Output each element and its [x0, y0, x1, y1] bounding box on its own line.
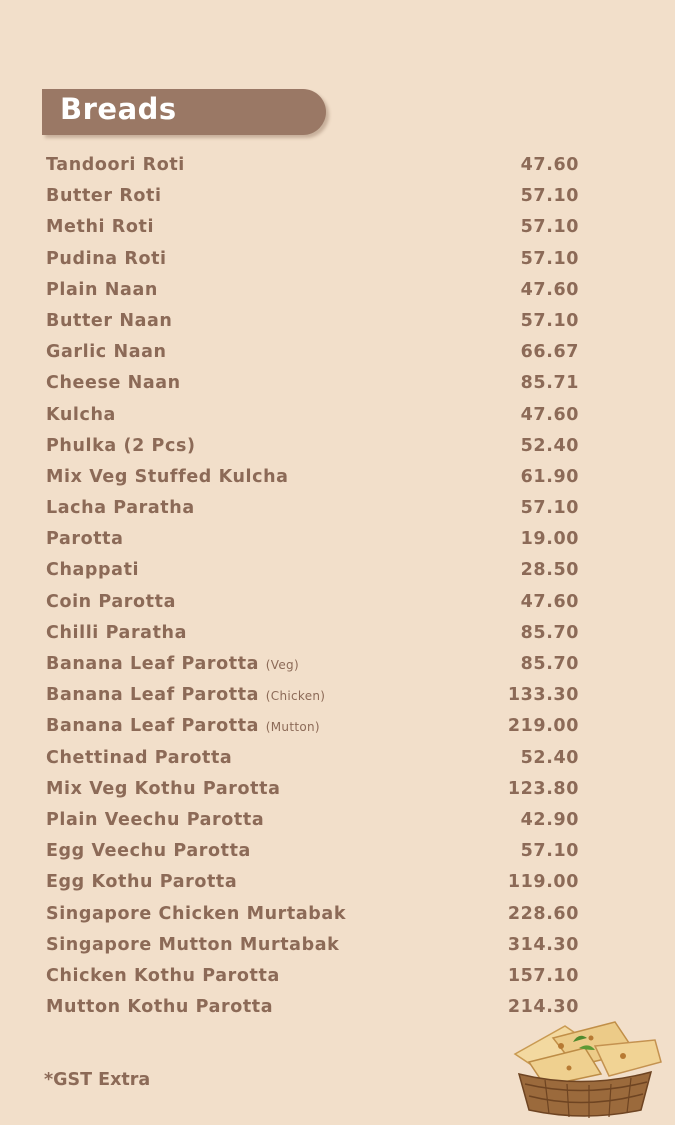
- menu-item-name: [46, 716, 320, 736]
- menu-item-label: Butter Roti: [46, 186, 162, 207]
- menu-item-name: [46, 529, 124, 549]
- menu-item-price: 314.30: [507, 934, 579, 955]
- menu-item-label: Plain Naan: [46, 279, 158, 300]
- menu-item-name: [46, 810, 264, 830]
- menu-item-price: 28.50: [520, 560, 579, 581]
- menu-item-price: 57.10: [520, 841, 579, 862]
- menu-item-label: Garlic Naan: [46, 342, 167, 363]
- menu-item-price: 52.40: [520, 747, 579, 768]
- menu-item-name: [46, 872, 237, 892]
- menu-item-name: [46, 405, 116, 425]
- menu-item: [46, 495, 579, 526]
- menu-item-name: [46, 592, 176, 612]
- menu-item: [46, 807, 579, 838]
- menu-item-name: [46, 560, 139, 580]
- menu-item: [46, 526, 579, 557]
- menu-item-name: [46, 779, 280, 799]
- menu-item: [46, 370, 579, 401]
- menu-item-name: [46, 654, 299, 674]
- menu-item: [46, 277, 579, 308]
- menu-item-price: 47.60: [520, 404, 579, 425]
- menu-item-variant: (Chicken): [265, 689, 326, 704]
- menu-item-price: 61.90: [520, 466, 579, 487]
- menu-item-label: Kulcha: [46, 404, 116, 425]
- menu-item-price: 42.90: [520, 809, 579, 830]
- menu-item-price: 57.10: [520, 248, 579, 269]
- menu-item: [46, 557, 579, 588]
- menu-item-price: 228.60: [507, 903, 579, 924]
- menu-item: [46, 745, 579, 776]
- menu-item-price: 85.70: [520, 622, 579, 643]
- menu-item-label: Butter Naan: [46, 310, 173, 331]
- menu-item: [46, 308, 579, 339]
- menu-item: [46, 246, 579, 277]
- menu-item-price: 85.70: [520, 654, 579, 674]
- menu-item: [46, 620, 579, 651]
- menu-item: [46, 901, 579, 932]
- menu-item: [46, 589, 579, 620]
- menu-item-label: Plain Veechu Parotta: [46, 809, 265, 830]
- menu-item-price: 57.10: [520, 310, 579, 331]
- menu-item-price: 57.10: [520, 186, 579, 207]
- menu-item: [46, 402, 579, 433]
- menu-item-label: Banana Leaf Parotta: [46, 716, 260, 737]
- menu-item-label: Phulka (2 Pcs): [46, 435, 196, 456]
- menu-item-label: Cheese Naan: [46, 373, 181, 394]
- menu-item-variant: (Veg): [265, 658, 299, 672]
- menu-item-name: [46, 467, 289, 487]
- menu-item-label: Egg Kothu Parotta: [46, 872, 238, 893]
- menu-item-price: 57.10: [520, 217, 579, 238]
- menu-item-name: [46, 904, 346, 924]
- menu-item-variant: (Mutton): [265, 720, 320, 735]
- gst-note: *GST Extra: [44, 1070, 151, 1090]
- menu-item-name: [46, 342, 167, 362]
- menu-item-name: [46, 748, 232, 768]
- menu-item-price: 47.60: [520, 279, 579, 300]
- menu-item: [46, 963, 579, 994]
- menu-item-price: 157.10: [507, 965, 579, 986]
- menu-item-name: [46, 498, 195, 518]
- menu-item-name: [46, 436, 196, 456]
- menu-item: [46, 994, 579, 1025]
- menu-item-price: 66.67: [520, 342, 579, 363]
- menu-item: [46, 214, 579, 245]
- menu-list: [46, 152, 579, 1025]
- menu-item-name: [46, 155, 185, 175]
- menu-item-name: [46, 311, 172, 331]
- menu-item-label: Lacha Paratha: [46, 498, 195, 519]
- menu-item-name: [46, 966, 280, 986]
- menu-item-name: [46, 186, 162, 206]
- menu-item-label: Banana Leaf Parotta: [46, 685, 260, 706]
- menu-item-name: [46, 373, 181, 393]
- menu-item: [46, 838, 579, 869]
- section-title: Breads: [60, 92, 177, 126]
- menu-item-name: [46, 217, 154, 237]
- menu-item-price: 214.30: [507, 997, 579, 1018]
- menu-item-label: Mix Veg Kothu Parotta: [46, 778, 281, 799]
- menu-item: [46, 651, 579, 682]
- menu-item-name: [46, 623, 187, 643]
- menu-item-price: 219.00: [507, 716, 579, 737]
- menu-item-label: Chilli Paratha: [46, 622, 188, 643]
- menu-item-price: 85.71: [520, 373, 579, 394]
- menu-item-label: Parotta: [46, 529, 124, 550]
- section-header: [42, 89, 326, 135]
- menu-item-name: [46, 935, 339, 955]
- menu-item-label: Singapore Mutton Murtabak: [46, 934, 340, 955]
- menu-item-label: Tandoori Roti: [46, 155, 185, 175]
- menu-item: [46, 869, 579, 900]
- menu-item-price: 133.30: [507, 685, 579, 706]
- menu-item-price: 19.00: [520, 529, 579, 550]
- menu-item-name: [46, 997, 273, 1017]
- menu-item: [46, 433, 579, 464]
- menu-item-price: 123.80: [507, 778, 579, 799]
- menu-item-label: Pudina Roti: [46, 248, 167, 269]
- menu-item-price: 52.40: [520, 435, 579, 456]
- menu-item: [46, 713, 579, 744]
- menu-item-name: [46, 249, 167, 269]
- menu-item-label: Banana Leaf Parotta: [46, 654, 260, 674]
- menu-item-label: Egg Veechu Parotta: [46, 841, 251, 862]
- menu-item-label: Methi Roti: [46, 217, 155, 238]
- bread-basket-image: [505, 1018, 663, 1118]
- menu-item-label: Mutton Kothu Parotta: [46, 997, 274, 1018]
- menu-item-label: Mix Veg Stuffed Kulcha: [46, 466, 289, 487]
- menu-item-label: Coin Parotta: [46, 591, 176, 612]
- menu-item-price: 57.10: [520, 498, 579, 519]
- menu-item-label: Chappati: [46, 560, 140, 581]
- menu-item-name: [46, 685, 325, 705]
- menu-item: [46, 464, 579, 495]
- menu-item-label: Chettinad Parotta: [46, 747, 233, 768]
- menu-item: [46, 339, 579, 370]
- menu-item: [46, 932, 579, 963]
- menu-item-price: 119.00: [507, 872, 579, 893]
- menu-item-price: 47.60: [520, 591, 579, 612]
- menu-item-label: Chicken Kothu Parotta: [46, 965, 280, 986]
- menu-item: [46, 682, 579, 713]
- menu-item: [46, 183, 579, 214]
- menu-item-price: 47.60: [520, 155, 579, 175]
- menu-item-name: [46, 280, 158, 300]
- menu-item: [46, 776, 579, 807]
- menu-item: [46, 152, 579, 183]
- menu-item-label: Singapore Chicken Murtabak: [46, 903, 347, 924]
- menu-item-name: [46, 841, 251, 861]
